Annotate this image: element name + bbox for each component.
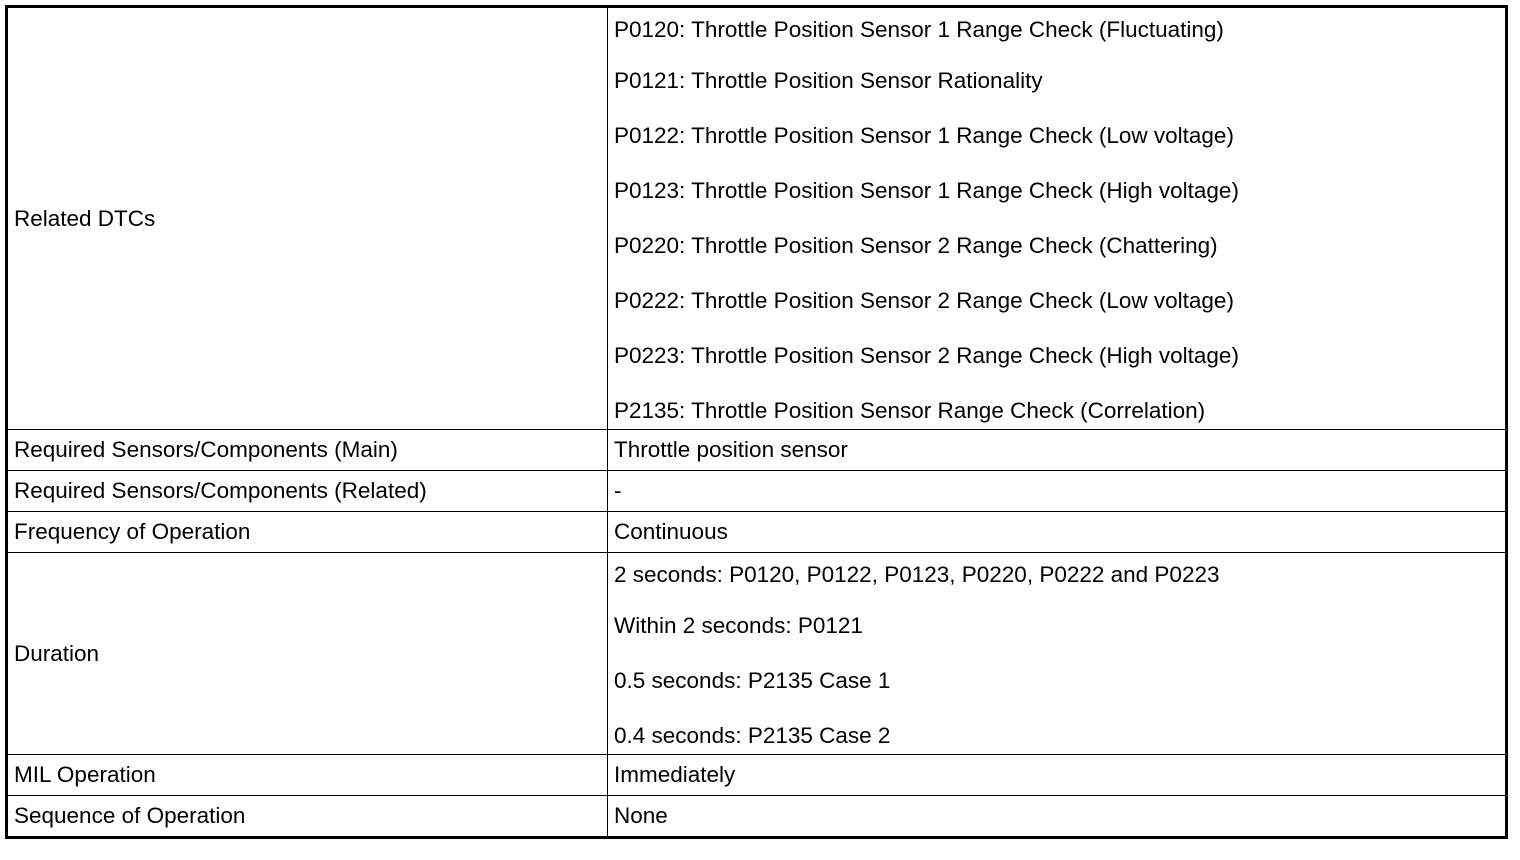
dtc-entry: P0121: Throttle Position Sensor Rationality: [614, 68, 1043, 93]
row-label: Required Sensors/Components (Main): [7, 430, 608, 471]
table-row-mil-operation: [7, 755, 1507, 796]
row-value: Continuous: [608, 512, 1507, 553]
table-row-main-sensors: [7, 430, 1507, 471]
row-label: Related DTCs: [7, 7, 608, 430]
row-label: MIL Operation: [7, 755, 608, 796]
duration-entry: 0.5 seconds: P2135 Case 1: [614, 668, 891, 693]
table-row-related-dtcs: [7, 7, 1507, 430]
row-value: None: [608, 796, 1507, 838]
row-value: Throttle position sensor: [608, 430, 1507, 471]
dtc-entry: P0123: Throttle Position Sensor 1 Range Check (High voltage): [614, 178, 1239, 203]
table-row-frequency: [7, 512, 1507, 553]
row-value: -: [608, 471, 1507, 512]
row-value: Immediately: [608, 755, 1507, 796]
duration-entry: 2 seconds: P0120, P0122, P0123, P0220, P0222 and P0223: [614, 562, 1220, 587]
row-label: Frequency of Operation: [7, 512, 608, 553]
row-value-list: [608, 553, 1507, 755]
table-row-sequence: [7, 796, 1507, 838]
row-label: Required Sensors/Components (Related): [7, 471, 608, 512]
table-row-duration: [7, 553, 1507, 755]
dtc-entry: P0222: Throttle Position Sensor 2 Range Check (Low voltage): [614, 288, 1234, 313]
row-label: Sequence of Operation: [7, 796, 608, 838]
dtc-entry: P0122: Throttle Position Sensor 1 Range Check (Low voltage): [614, 123, 1234, 148]
dtc-entry: P0223: Throttle Position Sensor 2 Range Check (High voltage): [614, 343, 1239, 368]
monitor-spec-table: [5, 5, 1508, 839]
table-row-related-sensors: [7, 471, 1507, 512]
dtc-entry: P0220: Throttle Position Sensor 2 Range Check (Chattering): [614, 233, 1218, 258]
row-value-list: [608, 7, 1507, 430]
dtc-entry: P0120: Throttle Position Sensor 1 Range Check (Fluctuating): [614, 17, 1224, 42]
dtc-entry: P2135: Throttle Position Sensor Range Check (Correlation): [614, 398, 1206, 423]
duration-entry: Within 2 seconds: P0121: [614, 613, 863, 638]
duration-entry: 0.4 seconds: P2135 Case 2: [614, 723, 891, 748]
row-label: Duration: [7, 553, 608, 755]
